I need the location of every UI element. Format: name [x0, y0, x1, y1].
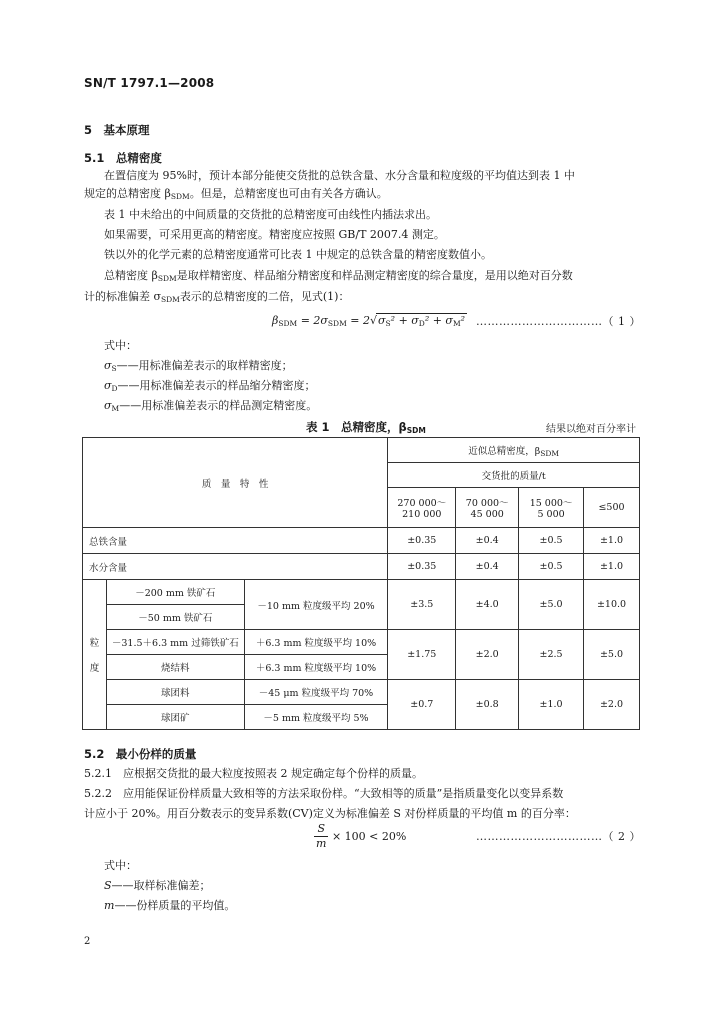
table-cell: ±2.0: [584, 680, 640, 730]
def-sigma-m: $\sigma_M——$用标准偏差表示的样品测定精密度。: [104, 399, 318, 413]
size-row-3a: 球团料: [106, 680, 244, 705]
table-cell: ±10.0: [584, 580, 640, 630]
row-total-iron-label: 总铁含量: [83, 528, 388, 554]
table-cell: ±0.4: [456, 528, 519, 554]
size-row-1-char: －10 mm 粒度级平均 20%: [244, 580, 388, 630]
row-moisture-label: 水分含量: [83, 554, 388, 580]
table-cell: ±1.0: [584, 554, 640, 580]
table-cell: ±0.35: [388, 554, 456, 580]
table-cell: ±0.35: [388, 528, 456, 554]
head-mass: 交货批的质量/t: [388, 463, 640, 488]
table-cell: ±2.5: [519, 630, 584, 680]
def-sigma-s: $\sigma_S——$用标准偏差表示的取样精密度；: [104, 359, 293, 373]
mass-col-4: ≤500: [584, 488, 640, 528]
size-row-3b: 球团矿: [106, 705, 244, 730]
size-row-1a: －200 mm 铁矿石: [106, 580, 244, 605]
table-cell: ±1.0: [519, 680, 584, 730]
formula-1: $\beta_{SDM} = 2\sigma_{SDM} = 2√\sigma_S^2 + \sigma_D^2 + \sigma_M^2$: [272, 314, 466, 328]
formula-2: $\frac{S}{m}$ × 100 < 20%: [316, 822, 407, 850]
formula-2-number: ……………………………（ 2 ）: [476, 830, 641, 843]
table-cell: ±0.5: [519, 528, 584, 554]
where-label-2: 式中：: [104, 859, 137, 872]
mass-col-1: 270 000～ 210 000: [388, 488, 456, 528]
mass-col-3: 15 000～ 5 000: [519, 488, 584, 528]
table-1-caption: 表 1 总精密度，$\beta_{SDM}$: [306, 420, 426, 435]
para-2: 表 1 中未给出的中间质量的交货批的总精密度可由线性内插法求出。: [104, 208, 437, 221]
def-m: m——份样质量的平均值。: [104, 899, 236, 912]
table-cell: ±0.8: [456, 680, 519, 730]
table-cell: ±0.5: [519, 554, 584, 580]
mass-col-2: 70 000～ 45 000: [456, 488, 519, 528]
page-number: 2: [84, 936, 91, 947]
formula-1-number: ……………………………（ 1 ）: [476, 315, 641, 328]
table-cell: ±1.75: [388, 630, 456, 680]
para-3: 如果需要，可采用更高的精密度。精密度应按照 GB/T 2007.4 测定。: [104, 228, 445, 241]
table-cell: ±3.5: [388, 580, 456, 630]
section-5-1-title: 5.1 总精密度: [84, 151, 162, 165]
para-5-2-1: 5.2.1 应根据交货批的最大粒度按照表 2 规定确定每个份样的质量。: [84, 767, 423, 780]
size-row-2b-char: ＋6.3 mm 粒度级平均 10%: [244, 655, 388, 680]
table-cell: ±1.0: [584, 528, 640, 554]
para-1-line-2: 规定的总精密度 $\beta_{SDM}$。但是，总精密度也可由有关各方确认。: [84, 187, 388, 201]
size-row-2a: －31.5＋6.3 mm 过筛铁矿石: [106, 630, 244, 655]
size-row-3b-char: －5 mm 粒度级平均 5%: [244, 705, 388, 730]
section-5-2-title: 5.2 最小份样的质量: [84, 747, 197, 761]
para-5-2-2-line-1: 5.2.2 应用能保证份样质量大致相等的方法采取份样。“大致相等的质量”是指质量变化以变异系数: [84, 787, 564, 800]
para-1-line-1: 在置信度为 95%时，预计本部分能使交货批的总铁含量、水分含量和粒度级的平均值达到表 1 中: [104, 169, 575, 182]
table-cell: ±5.0: [519, 580, 584, 630]
def-sigma-d: $\sigma_D——$用标准偏差表示的样品缩分精密度；: [104, 379, 316, 393]
para-5-line-2: 计的标准偏差 $\sigma_{SDM}$表示的总精密度的二倍，见式(1)：: [84, 290, 350, 304]
table-1-note: 结果以绝对百分率计: [546, 424, 636, 435]
table-cell: ±4.0: [456, 580, 519, 630]
head-approx: 近似总精密度，$\beta_{SDM}$: [388, 438, 640, 463]
size-row-1b: －50 mm 铁矿石: [106, 605, 244, 630]
para-5-line-1: 总精密度 $\beta_{SDM}$是取样精密度、样品缩分精密度和样品测定精密度的综合量度，是用以绝对百分数: [104, 269, 573, 283]
para-5-2-2-line-2: 计应小于 20%。用百分数表示的变异系数(CV)定义为标准偏差 S 对份样质量的平均值 m 的百分率：: [84, 807, 576, 820]
head-quality: 质 量 特 性: [83, 438, 388, 528]
standard-code: SN/T 1797.1—2008: [84, 76, 215, 90]
size-row-2b: 烧结料: [106, 655, 244, 680]
section-5-title: 5 基本原理: [84, 123, 150, 137]
size-label: 粒 度: [83, 580, 107, 730]
size-row-3a-char: －45 μm 粒度级平均 70%: [244, 680, 388, 705]
def-s: S——取样标准偏差；: [104, 879, 211, 892]
table-cell: ±5.0: [584, 630, 640, 680]
where-label-1: 式中：: [104, 339, 137, 352]
table-cell: ±0.7: [388, 680, 456, 730]
para-4: 铁以外的化学元素的总精密度通常可比表 1 中规定的总铁含量的精密度数值小。: [104, 248, 492, 261]
table-cell: ±2.0: [456, 630, 519, 680]
table-cell: ±0.4: [456, 554, 519, 580]
precision-table: [82, 437, 640, 730]
size-row-2a-char: ＋6.3 mm 粒度级平均 10%: [244, 630, 388, 655]
